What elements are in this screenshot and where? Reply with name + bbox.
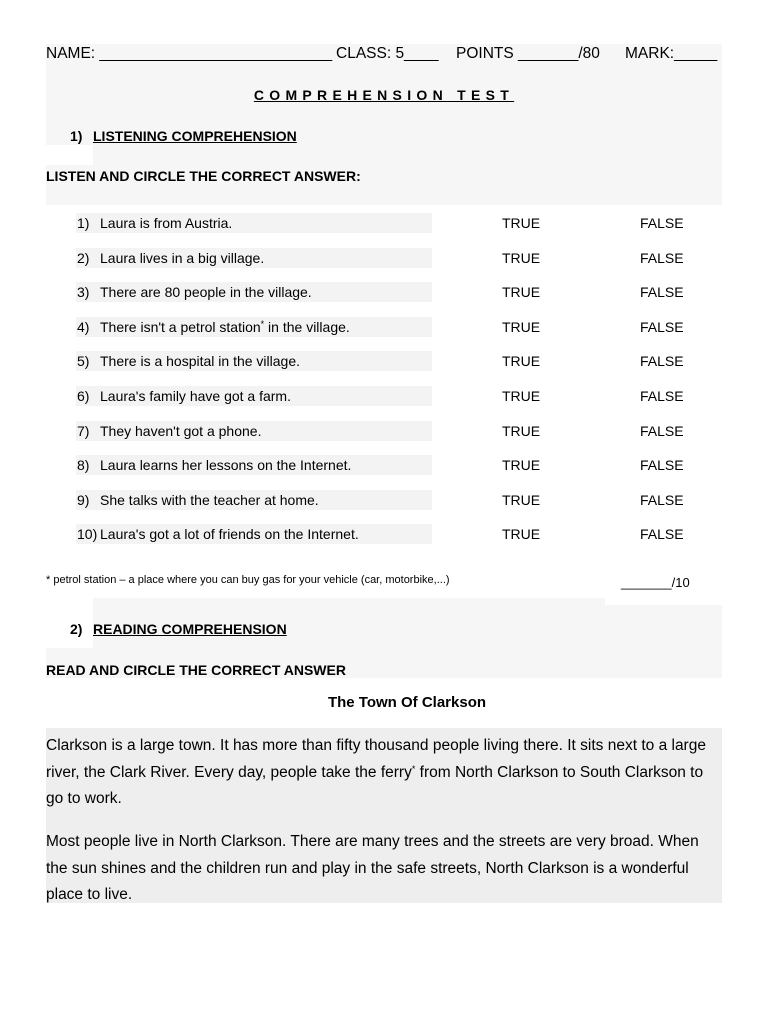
section1-score: _______/10 <box>621 575 690 590</box>
question-row <box>0 282 768 302</box>
question-text: They haven't got a phone. <box>100 422 262 439</box>
false-option: FALSE <box>640 388 684 404</box>
question-row <box>0 248 768 268</box>
false-option: FALSE <box>640 457 684 474</box>
question-number: 4) <box>77 318 90 335</box>
question-text: Laura lives in a big village. <box>100 249 265 266</box>
true-option: TRUE <box>502 526 541 543</box>
true-option: TRUE <box>502 353 541 370</box>
passage-paragraph <box>46 733 722 813</box>
question-number: 5) <box>77 353 90 370</box>
true-option: TRUE <box>502 422 541 439</box>
question-text: There is a hospital in the village. <box>100 353 300 370</box>
question-row <box>0 455 768 475</box>
section2-instruction: READ AND CIRCLE THE CORRECT ANSWER <box>46 662 346 678</box>
passage-line: Most people live in North Clarkson. There are many trees and the streets are very broad. When <box>46 833 699 850</box>
question-number: 8) <box>77 457 90 474</box>
question-number: 6) <box>77 388 90 404</box>
false-option: FALSE <box>640 249 684 266</box>
section1-number: 1) <box>70 128 83 144</box>
reading-passage <box>46 733 722 925</box>
question-text: Laura learns her lessons on the Internet. <box>100 457 352 474</box>
false-option: FALSE <box>640 422 684 439</box>
question-text: Laura's family have got a farm. <box>100 388 291 404</box>
passage-line: place to live. <box>46 886 133 903</box>
question-text: Laura is from Austria. <box>100 215 233 231</box>
question-row <box>0 386 768 406</box>
section2-shading <box>605 605 722 648</box>
question-text: Laura's got a lot of friends on the Internet. <box>100 526 359 543</box>
false-option: FALSE <box>640 353 684 370</box>
question-row <box>0 317 768 337</box>
passage-line: Clarkson is a large town. It has more than fifty thousand people living there. It sits next to a large <box>46 737 706 754</box>
question-number: 7) <box>77 422 90 439</box>
passage-title: The Town Of Clarkson <box>327 694 487 711</box>
class-field: CLASS: 5____ <box>336 45 439 62</box>
page-title: COMPREHENSION TEST <box>253 87 515 103</box>
question-text: She talks with the teacher at home. <box>100 491 319 508</box>
footnote: * petrol station – a place where you can buy gas for your vehicle (car, motorbike,...) <box>46 574 450 586</box>
true-option: TRUE <box>502 457 541 474</box>
section2-heading: READING COMPREHENSION <box>93 621 287 637</box>
name-field: NAME: ___________________________ <box>46 45 333 62</box>
true-option: TRUE <box>502 215 541 231</box>
question-row <box>0 524 768 544</box>
false-option: FALSE <box>640 215 684 231</box>
question-text: There are 80 people in the village. <box>100 284 312 301</box>
true-option: TRUE <box>502 388 541 404</box>
question-number: 2) <box>77 249 90 266</box>
question-row <box>0 351 768 371</box>
question-number: 10) <box>77 526 98 543</box>
section1-instruction: LISTEN AND CIRCLE THE CORRECT ANSWER: <box>46 168 361 184</box>
footnote-marker: * <box>260 318 265 329</box>
false-option: FALSE <box>640 491 684 508</box>
question-row <box>0 490 768 510</box>
header-shading <box>93 145 722 165</box>
false-option: FALSE <box>640 318 684 335</box>
question-number: 9) <box>77 491 90 508</box>
passage-line: the sun shines and the children run and play in the safe streets, North Clarkson is a wonderful <box>46 859 689 877</box>
question-text: There isn't a petrol station* in the village. <box>100 318 350 335</box>
true-option: TRUE <box>502 249 541 266</box>
section1-heading: LISTENING COMPREHENSION <box>93 128 297 144</box>
true-option: TRUE <box>502 284 541 301</box>
passage-line: river, the Clark River. Every day, people take the ferry* from North Clarkson to South Clarkson to <box>46 763 704 781</box>
passage-paragraph <box>46 829 722 909</box>
section2-number: 2) <box>70 621 83 637</box>
false-option: FALSE <box>640 284 684 301</box>
mark-field: MARK:_____ <box>625 45 718 62</box>
question-row <box>0 213 768 233</box>
question-number: 3) <box>77 284 90 301</box>
points-field: POINTS _______/80 <box>456 45 600 62</box>
page-title-container <box>0 85 768 105</box>
true-option: TRUE <box>502 491 541 508</box>
question-number: 1) <box>77 215 90 231</box>
false-option: FALSE <box>640 526 684 543</box>
question-row <box>0 421 768 441</box>
passage-line: go to work. <box>46 790 122 807</box>
footnote-marker: * <box>411 763 416 774</box>
true-option: TRUE <box>502 318 541 335</box>
